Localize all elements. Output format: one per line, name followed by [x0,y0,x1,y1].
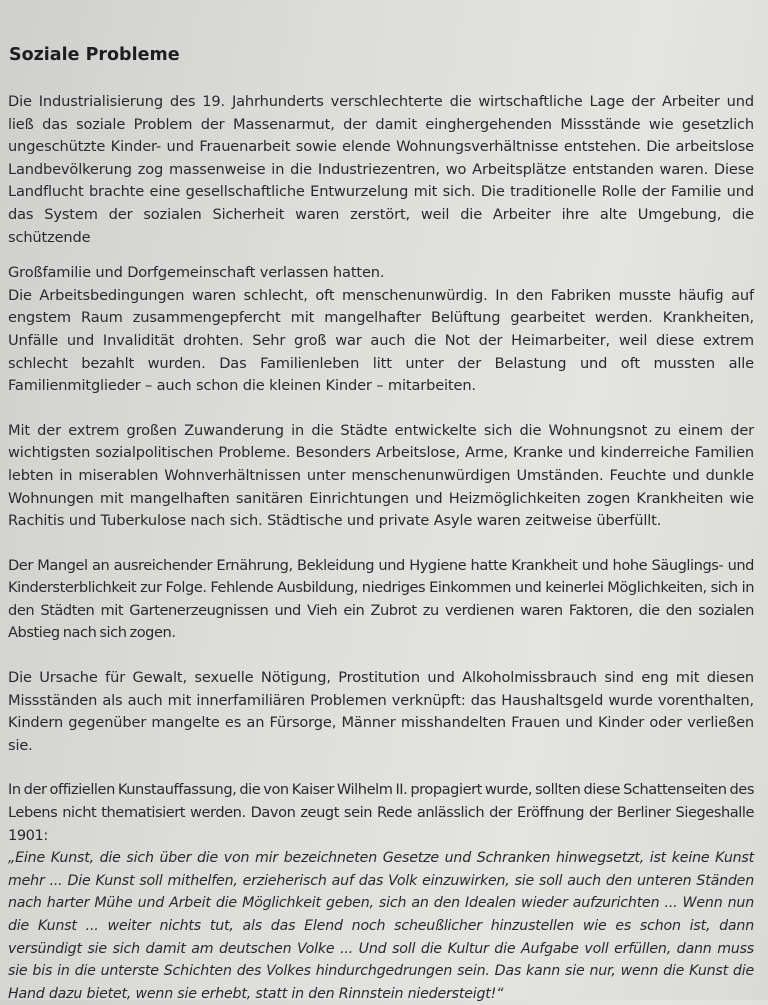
paragraph-wohnungsnot: Mit der extrem großen Zuwanderung in die Städte entwickelte sich die Wohnungsnot zu einem der wichtigsten sozialpolitischen Probleme. Besonders Arbeitslose, Arme, Kranke und kinderreiche Familien lebten in miserablen Wohnverhältnissen unter menschenunwürdigen Umständen. Feuchte und dunkle Wohnungen mit mangelhaften sanitären Einrichtungen und Heizmöglichkeiten zogen Krankheiten wie Rachitis und Tuberkulose nach sich. Städtische und private Asyle waren zeitweise überfüllt. [8,421,754,530]
paragraph-gap [8,398,754,420]
paragraph-gap [8,249,754,262]
kaiser-quote: „Eine Kunst, die sich über die von mir bezeichneten Gesetze und Schranken hinwegsetzt, ist keine Kunst mehr ... Die Kunst soll mithelfen, erzieherisch auf das Volk einzuwirken, sie soll auch den unteren Ständen nach harter Mühe und Arbeit die Möglichkeit geben, sich an den Idealen wieder aufzurichten ... Wenn nun die Kunst ... weiter nichts tut, als das Elend noch scheußlicher hinzustellen wie es schon ist, dann versündigt sie sich damit am deutschen Volke ... Und soll die Kultur die Aufgabe voll erfüllen, dann muss sie bis in die unterste Schichten des Volkes hindurchgedrungen sein. Das kann sie nur, wenn die Kunst die Hand dazu bietet, wenn sie erhebt, statt in den Rinnstein niedersteigt!“ [8,850,754,1002]
paragraph-gap [8,533,754,555]
paragraph-arbeitsbedingungen: Die Arbeitsbedingungen waren schlecht, oft menschenunwürdig. In den Fabriken musste häufig auf engstem Raum zusammengepfercht mit mangelhafter Belüftung gearbeitet werden. Krankheiten, Unfälle und Invalidität drohten. Sehr groß war auch die Not der Heimarbeiter, weil diese extrem schlecht bezahlt wurden. Das Familienleben litt unter der Belastung und oft mussten alle Familienmitglieder – auch schon die kleinen Kinder – mitarbeiten. [8,286,754,395]
paragraph-kunstauffassung: In der offiziellen Kunstauffassung, die von Kaiser Wilhelm II. propagiert wurde, sollten diese Schattenseiten des Lebens nicht thematisiert werden. Davon zeugt sein Rede anlässlich der Eröffnung der Berliner Siegeshalle 1901: [8,781,754,844]
paragraph-gap [8,757,754,779]
paragraph-ernaehrung: Der Mangel an ausreichender Ernährung, Bekleidung und Hygiene hatte Krankheit und hohe Säuglings- und Kindersterblichkeit zur Folge. Fehlende Ausbildung, niedriges Einkommen und keinerlei Möglichkeiten, sich in den Städten mit Gartenerzeugnissen und Vieh ein Zubrot zu verdienen waren Faktoren, die den sozialen Abstieg nach sich zogen. [8,556,754,642]
paragraph-industrialisierung: Die Industrialisierung des 19. Jahrhunderts verschlechterte die wirtschaftliche Lage der Arbeiter und ließ das soziale Problem der Massenarmut, der damit einghergehenden Missstände wie gesetzlich ungeschützte Kinder- und Frauenarbeit sowie elende Wohnungsverhältnisse entstehen. Die arbeitslose Landbevölkerung zog massenweise in die Industriezentren, wo Arbeitsplätze entstanden waren. Diese Landflucht brachte eine gesellschaftliche Entwurzelung mit sich. Die traditionelle Rolle der Familie und das System der sozialen Sicherheit waren zerstört, weil die Arbeiter ihre alte Umgebung, die schützende [8,93,754,246]
paragraph-gewalt: Die Ursache für Gewalt, sexuelle Nötigung, Prostitution und Alkoholmissbrauch sind eng mit diesen Missständen als auch mit innerfamiliären Problemen verknüpft: das Haushaltsgeld wurde vorenthalten, Kindern gegenüber mangelte es an Fürsorge, Männer misshandelten Frauen und Kinder oder verließen sie. [8,669,754,754]
paragraph-gap [8,645,754,667]
page-title: Soziale Probleme [9,45,180,65]
paragraph-grossfamilie: Großfamilie und Dorfgemeinschaft verlassen hatten. [8,264,385,282]
